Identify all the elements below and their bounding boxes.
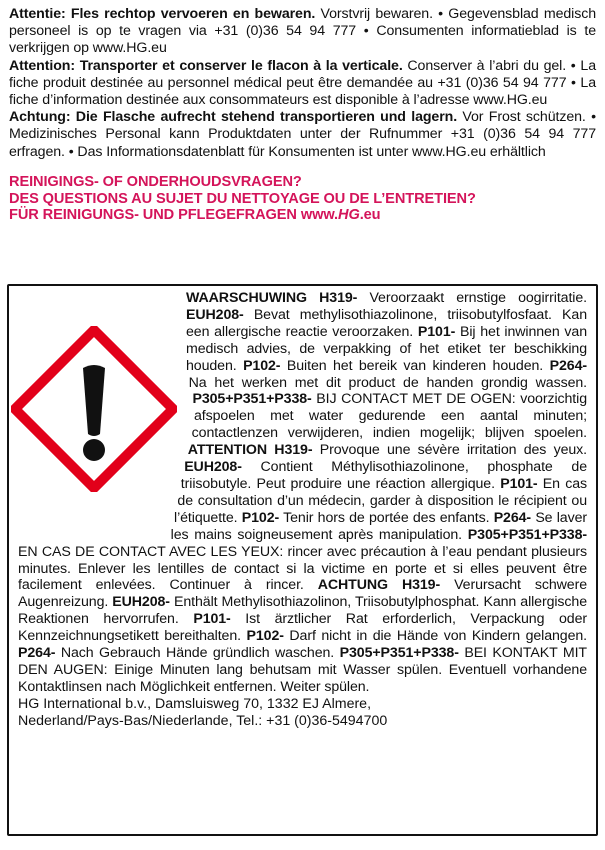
hg-brand: HG <box>338 207 360 224</box>
fr-p264-code: P264- <box>493 509 532 526</box>
de-euh208-code: EUH208- <box>112 594 170 611</box>
nl-p305: BIJ CONTACT MET DE OGEN: voorzichtig afspoelen met water gedurende een aantal minuten; contactlenzen verwijderen, indien mogelijk; blijven spoelen. <box>191 391 587 442</box>
storage-instructions <box>9 6 596 161</box>
cleaning-questions <box>9 174 596 224</box>
nl-h319: Veroorzaakt ernstige oogirritatie. <box>357 290 587 306</box>
fr-signal-word: ATTENTION H319- <box>187 442 313 459</box>
nl-p264: Na het werken met dit product de handen grondig wassen. <box>188 374 587 391</box>
address-line-2: Nederland/Pays-Bas/Niederlande, Tel.: +31 (0)36-5494700 <box>18 712 388 729</box>
questions-fr: DES QUESTIONS AU SUJET DU NETTOYAGE OU DE L’ENTRETIEN? <box>9 190 476 207</box>
fr-p305-code: P305+P351+P338- <box>467 526 587 543</box>
fr-p102-code: P102- <box>241 509 280 526</box>
storage-de-bold: Achtung: Die Flasche aufrecht stehend transportieren und lagern. <box>9 109 458 126</box>
nl-euh208: Bevat methylisothiazolinone, triisobutylfosfaat. Kan een allergische reactie veroorzaken. <box>186 306 587 340</box>
fr-h319: Provoque une sévère irritation des yeux. <box>312 442 587 459</box>
de-p102-code: P102- <box>246 628 284 645</box>
storage-nl-text: Vorstvrij bewaren. • Gegevensblad medisch personeel is op te vragen via +31 (0)36 54 94 777 • Consumenten informatieblad is te verkrijgen op www.HG.eu <box>9 6 596 57</box>
storage-nl <box>9 6 596 58</box>
fr-euh208-code: EUH208- <box>184 459 242 476</box>
exclamation-mark-ghs-icon <box>11 326 177 492</box>
ghs-pictogram <box>18 290 194 540</box>
exclamation-dot <box>83 439 105 461</box>
nl-p264-code: P264- <box>549 357 587 374</box>
de-h319: Verursacht schwere Augenreizung. <box>18 577 587 611</box>
de-p305: BEI KONTAKT MIT DEN AUGEN: Einige Minuten lang behutsam mit Wasser spülen. Eventuell vorhandene Kontaktlinsen nach Möglichkeit entfernen. Weiter spülen. <box>18 645 587 695</box>
nl-p101-code: P101- <box>417 323 456 340</box>
de-signal-word: ACHTUNG H319- <box>317 577 441 594</box>
fr-p102: Tenir hors de portée des enfants. <box>279 509 494 526</box>
de-p264: Nach Gebrauch Hände gründlich waschen. <box>55 645 340 662</box>
de-p101-code: P101- <box>193 611 231 628</box>
storage-fr-text: Conserver à l’abri du gel. • La fiche produit destinée au personnel médical peut être demandée au +31 (0)36 54 94 777 • La fiche d’information destinée aux consommateurs est disponible à l’adresse www.HG.eu <box>9 57 596 109</box>
fr-p264: Se laver les mains soigneusement après manipulation. <box>170 509 587 543</box>
fr-p305: EN CAS DE CONTACT AVEC LES YEUX: rincer avec précaution à l’eau pendant plusieurs minutes. Enlever les lentilles de contact si la victime en porte et si elles peuvent être facilement enlevées. Continuer à rincer. <box>18 543 587 594</box>
storage-de <box>9 109 596 161</box>
de-p264-code: P264- <box>18 645 56 662</box>
nl-p101: Bij het inwinnen van medisch advies, de verpakking of het etiket ter beschikking houden. <box>186 323 587 374</box>
de-euh208: Enthält Methylisothiazolinon, Triisobutylphosphat. Kann allergische Reaktionen hervorrufen. <box>18 594 587 628</box>
storage-fr <box>9 58 596 110</box>
fr-p101-code: P101- <box>500 475 538 492</box>
fr-euh208: Contient Méthylisothiazolinone, phosphate de triisobutyle. Peut produire une réaction allergique. <box>180 459 587 492</box>
company-address <box>18 696 587 730</box>
nl-signal-word: WAARSCHUWING H319- <box>186 290 358 306</box>
hazard-warning-box <box>7 284 598 836</box>
storage-nl-bold: Attentie: Fles rechtop vervoeren en bewaren. <box>9 6 316 22</box>
storage-de-text: Vor Frost schützen. • Medizinisches Personal kann Produktdaten unter der Rufnummer +31 (0)36 54 94 777 erfragen. • Das Informationsdatenblatt für Konsumenten ist unter www.HG.eu erhältlich <box>9 109 596 160</box>
questions-de-text: FÜR REINIGUNGS- UND PFLEGEFRAGEN www. <box>9 207 338 224</box>
questions-de <box>9 207 596 224</box>
nl-p102-code: P102- <box>243 357 281 374</box>
nl-p305-code: P305+P351+P338- <box>192 391 312 408</box>
questions-domain: .eu <box>359 207 381 224</box>
de-p102: Darf nicht in die Hände von Kindern gelangen. <box>283 628 587 645</box>
nl-euh208-code: EUH208- <box>186 306 244 323</box>
storage-fr-bold: Attention: Transporter et conserver le flacon à la verticale. <box>9 57 403 74</box>
nl-p102: Buiten het bereik van kinderen houden. <box>280 357 550 374</box>
address-line-1: HG International b.v., Damsluisweg 70, 1332 EJ Almere, <box>18 695 372 712</box>
fr-p101: En cas de consultation d’un médecin, garder à disposition le récipient ou l’étiquette. <box>174 475 587 526</box>
de-p305-code: P305+P351+P338- <box>339 645 459 662</box>
questions-nl: REINIGINGS- OF ONDERHOUDSVRAGEN? <box>9 173 302 190</box>
de-p101: Ist ärztlicher Rat erforderlich, Verpackung oder Kennzeichnungsetikett bereithalten. <box>18 611 587 645</box>
